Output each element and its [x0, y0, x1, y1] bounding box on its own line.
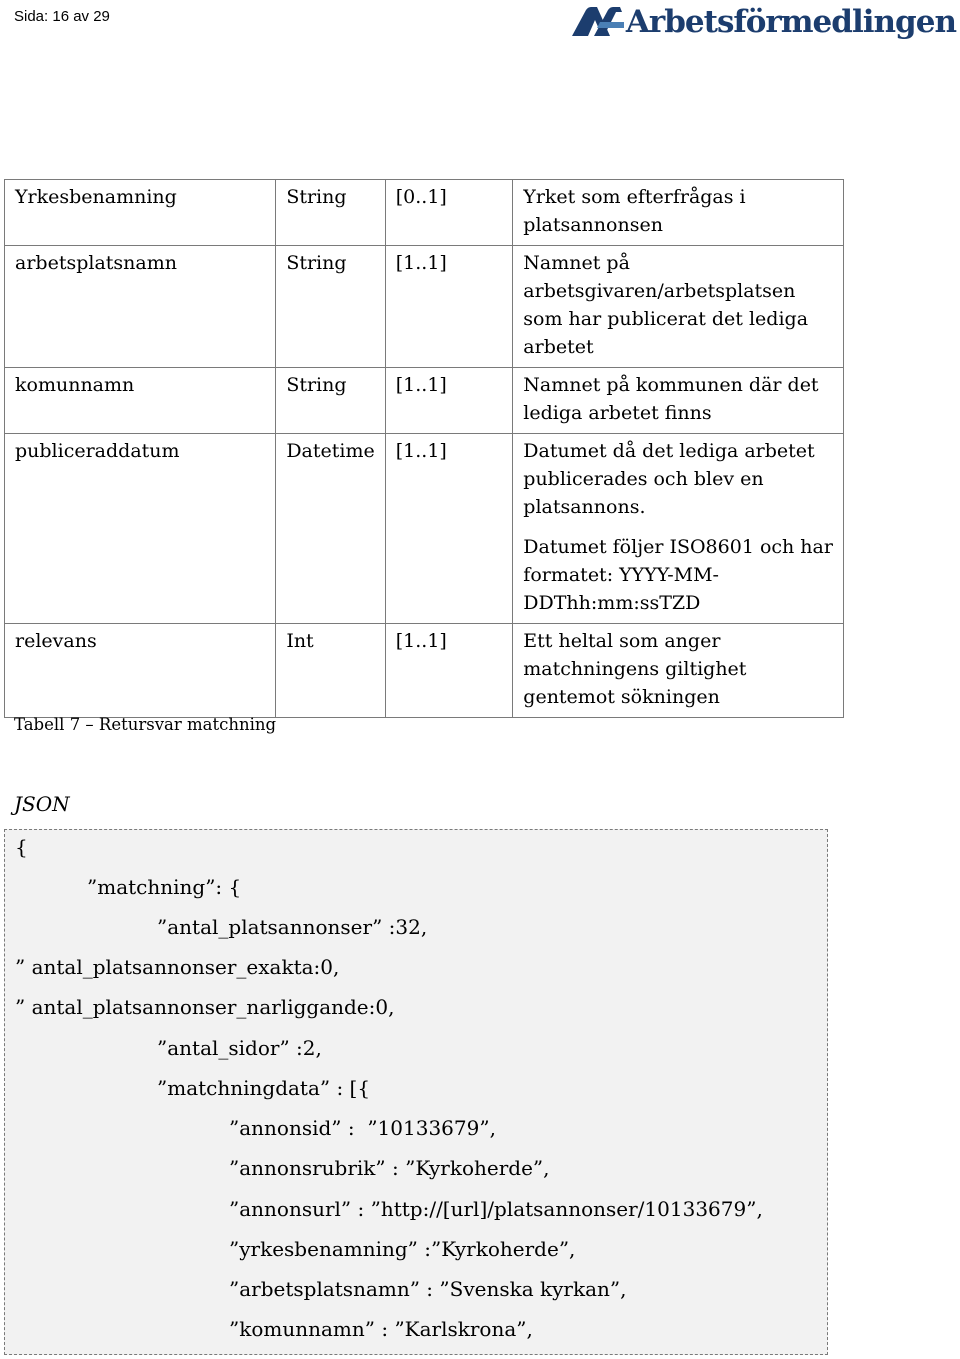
field-type-cell: String [276, 246, 385, 368]
code-line: ”antal_platsannonser” :32, [157, 915, 428, 939]
field-name-cell: Yrkesbenamning [5, 180, 276, 246]
field-description-cell: Namnet på arbetsgivaren/arbetsplatsen som har publicerat det lediga arbetet [513, 246, 844, 368]
field-type-cell: Int [276, 624, 385, 718]
description-paragraph: Datumet då det lediga arbetet publicerades och blev en platsannons. [523, 440, 815, 518]
return-fields-table [4, 179, 844, 718]
field-cardinality-cell: [1..1] [385, 434, 513, 624]
table-row [5, 246, 844, 368]
code-line: ” antal_platsannonser_exakta:0, [15, 955, 340, 979]
field-type-cell: Datetime [276, 434, 385, 624]
field-type-cell: String [276, 180, 385, 246]
code-line: ”annonsid” : ”10133679”, [229, 1116, 496, 1140]
code-line: ”arbetsplatsnamn” : ”Svenska kyrkan”, [229, 1277, 627, 1301]
table-row [5, 180, 844, 246]
field-type-cell: String [276, 368, 385, 434]
field-cardinality-cell: [1..1] [385, 246, 513, 368]
table-row [5, 434, 844, 624]
field-description-cell: Ett heltal som anger matchningens giltighet gentemot sökningen [513, 624, 844, 718]
field-cardinality-cell: [1..1] [385, 368, 513, 434]
page-number: Sida: 16 av 29 [14, 8, 110, 25]
table-row [5, 368, 844, 434]
code-line: ”annonsrubrik” : ”Kyrkoherde”, [229, 1156, 550, 1180]
field-description-cell: Yrket som efterfrågas i platsannonsen [513, 180, 844, 246]
code-line: ”antal_sidor” :2, [157, 1036, 322, 1060]
field-name-cell: relevans [5, 624, 276, 718]
field-name-cell: komunnamn [5, 368, 276, 434]
table-caption: Tabell 7 – Retursvar matchning [14, 715, 277, 734]
field-cardinality-cell: [0..1] [385, 180, 513, 246]
code-line: { [15, 835, 28, 859]
json-code-block [4, 829, 828, 1355]
code-line: ”annonsurl” : ”http://[url]/platsannonser/10133679”, [229, 1197, 763, 1221]
field-description-cell: Namnet på kommunen där det lediga arbetet finns [513, 368, 844, 434]
code-line: ” antal_platsannonser_narliggande:0, [15, 995, 395, 1019]
json-heading: JSON [14, 792, 70, 816]
arbetsformedlingen-logo [570, 2, 956, 42]
field-name-cell: arbetsplatsnamn [5, 246, 276, 368]
field-name-cell: publiceraddatum [5, 434, 276, 624]
code-line: ”matchning”: { [87, 875, 242, 899]
code-line: ”yrkesbenamning” :”Kyrkoherde”, [229, 1237, 576, 1261]
logo-text: Arbetsförmedlingen [625, 4, 956, 40]
logo-mark-icon [570, 2, 624, 42]
description-paragraph: Datumet följer ISO8601 och har formatet: YYYY-MM-DDThh:mm:ssTZD [523, 536, 833, 614]
table-row [5, 624, 844, 718]
code-line: ”komunnamn” : ”Karlskrona”, [229, 1317, 533, 1341]
field-cardinality-cell: [1..1] [385, 624, 513, 718]
field-description-cell [513, 434, 844, 624]
code-line: ”matchningdata” : [{ [157, 1076, 371, 1100]
